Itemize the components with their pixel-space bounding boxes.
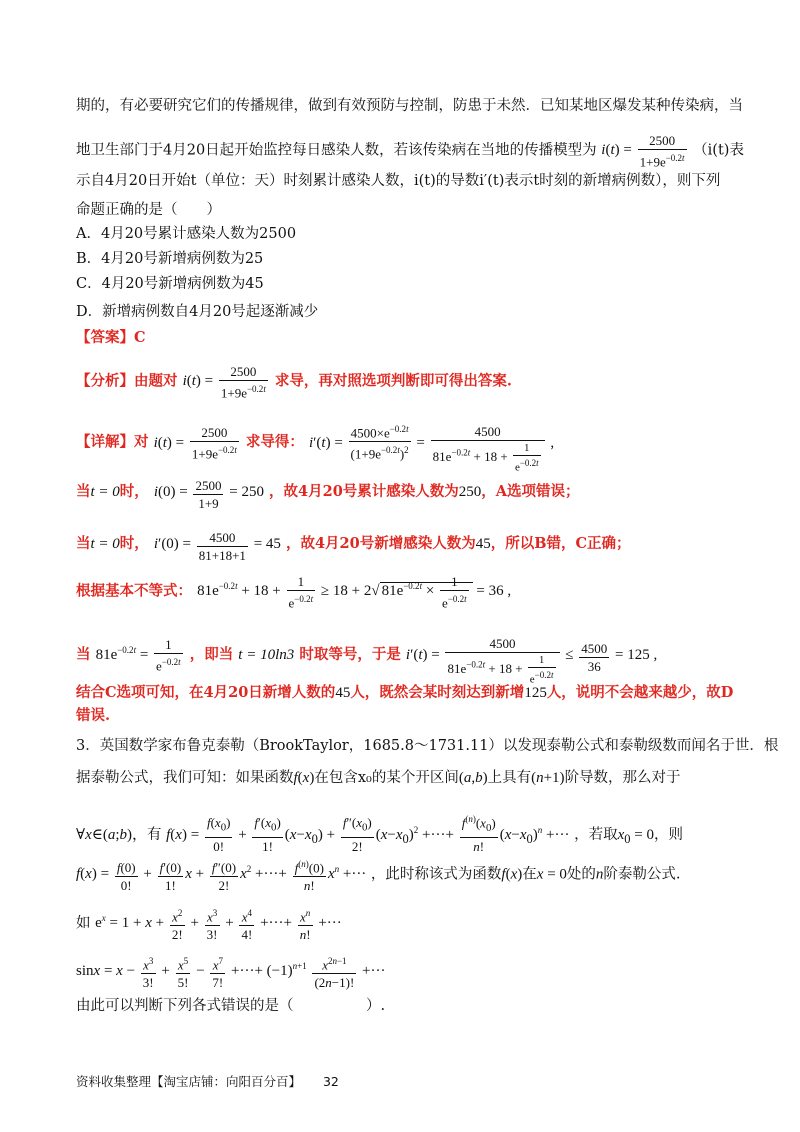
case-2-line: 当t = 0时， i′(0) = $\frac{4500}{81+18+1}$ = 45 ，故4月20号新增感染人数为45，所以B错，C正确； [76,530,631,563]
q3-line-4: f(x) = $\frac{f(0)}{0!}$ + $\frac{f'(0)}{1!}$ x + $\frac{f''(0)}{2!}$ $x^2$ +···+ $\frac{f^{(n)}(0)}{n!}$ $x^n$ +··· ，此时称该式为函数f(x)在x = 0处的n阶泰勒公式. [76,859,681,894]
answer-line: 【答案】C [76,329,146,346]
page-number: 32 [322,1074,339,1089]
detail-line: 【详解】对 i(t) = $\frac{2500}{1+9e^{-0.2t}}$ 求导得： i′(t) = $\frac{4500\times e^{-0.2t}}{(1+9e^{-0.2t})^2}$ = 4500 $81e^{-0.2t} + 18$ + $\frac{1}{e^{-0.2t}}$ , [76,423,555,474]
footer-text: 资料收集整理【淘宝店铺：向阳百分百】 [76,1074,302,1089]
option-d: D．新增病例数自4月20号起逐渐减少 [76,304,319,320]
conclusion-line-2: 错误. [76,707,111,724]
q3-line-1: 3．英国数学家布鲁克泰勒（BrookTaylor，1685.8～1731.11）以发现泰勒公式和泰勒级数而闻名于世．根 [76,738,779,754]
problem-line-4: 命题正确的是（ ） [76,202,221,218]
option-c: C．4月20号新增病例数为45 [76,276,264,292]
page-footer [76,1072,339,1090]
q3-line-5: 如 $e^x = 1 + x$ + $\frac{x^2}{2!}$ + $\frac{x^3}{3!}$ + $\frac{x^4}{4!}$ +···+ $\frac{x^n}{n!}$ +··· [76,908,342,943]
q3-line-7: 由此可以判断下列各式错误的是（ ）. [76,998,386,1014]
option-b: B．4月20号新增病例数为25 [76,251,264,267]
q3-line-3: ∀x∈(a;b)，有 f(x) = $\frac{f(x_0)}{0!}$ + $\frac{f'(x_0)}{1!}$ $(x-x_0)$ + $\frac{f''(x_0)}{2!}$ $(x-x_0)^2$ +···+ $\frac{f^{(n)}(x_0)}{n!}$ $(x-x_0)^n$ +··· ，若取$x_0 = 0$，则 [76,814,683,854]
inequality-line: 根据基本不等式： $81e^{-0.2t} + 18$ + $\frac{1}{e^{-0.2t}}$ ≥ 18 + 2√ $81e^{-0.2t}$ × $\frac{1}{e^{-0.2t}}$ = 36 , [76,574,512,611]
equality-line: 当 $81e^{-0.2t}$ = $\frac{1}{e^{-0.2t}}$ ，即当 t = 10ln3 时取等号，于是 i′(t) = 4500 $81e^{-0.2t} + 18$ + $\frac{1}{e^{-0.2t}}$ ≤ $\frac{4500}{36}$ = 125 , [76,636,658,686]
conclusion-line-1: 结合C选项可知，在4月20日新增人数的45人，既然会某时刻达到新增125人，说明不会越来越少，故D [76,684,734,701]
problem-line-3: 示自4月20日开始t（单位：天）时刻累计感染人数，i(t)的导数i′(t)表示t时刻的新增病例数），则下列 [76,173,721,189]
q3-line-2: 据泰勒公式，我们可知：如果函数f(x)在包含x₀的某个开区间(a,b)上具有(n+1)阶导数，那么对于 [76,770,681,786]
option-a: A．4月20号累计感染人数为2500 [76,226,297,242]
problem-line-2: 地卫生部门于4月20日起开始监控每日感染人数，若该传染病在当地的传播模型为 i(t) = $\frac{2500}{1+9e^{-0.2t}}$ （i(t)表 [76,133,744,170]
q3-line-6: sinx = x − $\frac{x^3}{3!}$ + $\frac{x^5}{5!}$ − $\frac{x^7}{7!}$ +···+ $(-1)^{n+1}$ $\frac{x^{2n-1}}{(2n-1)!}$ +··· [76,956,386,991]
analysis-line: 【分析】由题对 i(t) = $\frac{2500}{1+9e^{-0.2t}}$ 求导，再对照选项判断即可得出答案. [76,364,512,401]
model-formula: i(t) = $\frac{2500}{1+9e^{-0.2t}}$ [601,133,685,170]
problem-line-1: 期的，有必要研究它们的传播规律，做到有效预防与控制，防患于未然．已知某地区爆发某种传染病，当 [76,98,743,114]
case-1-line: 当t = 0时， i(0) = $\frac{2500}{1+9}$ = 250 ，故4月20号累计感染人数为250，A选项错误； [76,478,580,511]
